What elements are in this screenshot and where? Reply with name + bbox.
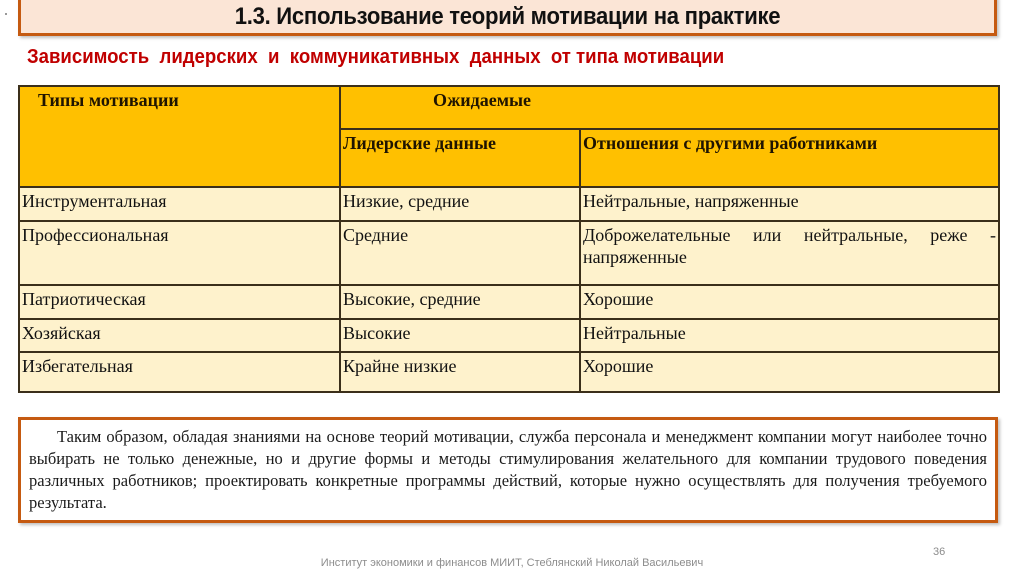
table-row (19, 285, 999, 319)
cell-leadership: Низкие, средние (340, 187, 580, 221)
cell-leadership: Высокие, средние (340, 285, 580, 319)
summary-paragraph: Таким образом, обладая знаниями на основе теорий мотивации, служба персонала и менеджмент компании могут наиболее точно выбирать не только денежные, но и другие формы и методы стимулирования желательного для компании трудового поведения различных работников; проектировать конкретные программы действий, которые нужно осуществлять для получения требуемого результата. (29, 427, 987, 512)
motivation-table-container (18, 85, 998, 393)
slide-marker-dot (5, 13, 7, 15)
slide-title: 1.3. Использование теорий мотивации на практике (234, 2, 781, 30)
cell-relations: Нейтральные (580, 319, 999, 352)
header-motivation-types: Типы мотивации (19, 86, 340, 187)
table-header-row (19, 86, 999, 129)
cell-relations: Доброжелательные или нейтральные, реже - напряженные (580, 221, 999, 285)
slide-subtitle: Зависимость лидерских и коммуникативных данных от типа мотивации (27, 46, 725, 68)
cell-relations: Хорошие (580, 285, 999, 319)
cell-leadership: Крайне низкие (340, 352, 580, 392)
motivation-table (18, 85, 1000, 393)
cell-leadership: Высокие (340, 319, 580, 352)
page-number: 36 (933, 546, 946, 558)
summary-box (18, 417, 998, 523)
footer-author: Институт экономики и финансов МИИТ, Стеблянский Николай Васильевич (320, 557, 704, 569)
header-leadership: Лидерские данные (340, 129, 580, 187)
table-row (19, 352, 999, 392)
table-row (19, 319, 999, 352)
slide-title-box (18, 0, 997, 36)
cell-type: Профессиональная (19, 221, 340, 285)
table-row (19, 187, 999, 221)
cell-relations: Нейтральные, напряженные (580, 187, 999, 221)
cell-relations: Хорошие (580, 352, 999, 392)
header-relations: Отношения с другими работниками (580, 129, 999, 187)
cell-type: Патриотическая (19, 285, 340, 319)
cell-type: Инструментальная (19, 187, 340, 221)
table-row (19, 221, 999, 285)
header-expected: Ожидаемые (340, 86, 999, 129)
cell-type: Избегательная (19, 352, 340, 392)
cell-type: Хозяйская (19, 319, 340, 352)
cell-leadership: Средние (340, 221, 580, 285)
